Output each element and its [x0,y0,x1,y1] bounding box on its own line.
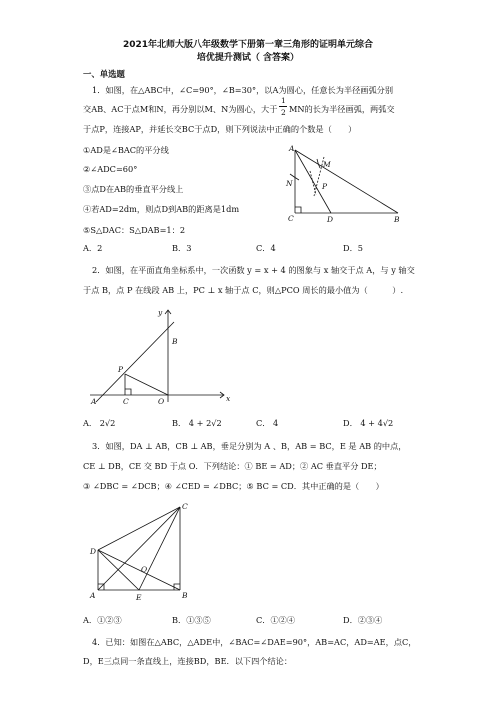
q1-option-b[interactable]: B．3 [172,243,192,253]
q1-option-a[interactable]: A．2 [83,243,103,253]
q1-fraction-denominator: 2 [281,108,286,117]
q4-line1: 4．已知：如图在△ABC，△ADE中，∠BAC=∠DAE=90°，AB=AC，AD=AE，点C， [92,637,417,647]
q3-option-d[interactable]: D．②③④ [343,615,383,625]
q2-label-a: A [91,397,97,404]
q1-fraction-numerator: 1 [281,96,286,105]
q1-fraction-bar [279,106,287,107]
q1-label-d: D [327,215,334,224]
q3-geometry-figure [84,497,196,607]
q1-line2b: MN的长为半径画弧，两弧交 [289,104,395,114]
q3-option-c[interactable]: C．①②④ [256,615,296,625]
q1-option-c[interactable]: C．4 [256,243,276,253]
q1-option-d[interactable]: D．5 [343,243,363,253]
q4-line2: D，E三点同一条直线上，连接BD，BE．以下四个结论： [83,656,293,666]
q1-label-a: A [289,144,295,153]
q1-line2a: 交AB、AC于点M和N，再分别以M、N为圆心，大于 [83,104,278,114]
q1-line3: 于点P，连接AP，并延长交BC于点D，则下列说法中正确的个数是（ ） [83,124,357,134]
q2-option-d[interactable]: D． 4 + 4√2 [343,418,394,428]
section-heading: 一、单选题 [83,69,125,79]
q2-option-c[interactable]: C． 4 [256,418,279,428]
q2-label-p: P [118,365,124,374]
q3-label-d: D [90,547,97,556]
q2-coordinate-figure [90,300,240,404]
q3-label-c: C [182,502,188,511]
q2-option-b[interactable]: B． 4 + 2√2 [172,418,222,428]
q1-label-n: N [286,179,293,188]
q1-label-m: M [323,160,331,169]
q3-line1: 3．如图，DA ⊥ AB，CB ⊥ AB，垂足分别为 A 、B，AB = BC，E 是 AB 的中点， [92,441,407,451]
q2-label-x: x [226,394,231,403]
q3-label-b: B [182,591,188,600]
q3-option-a[interactable]: A．①②③ [83,615,122,625]
q3-option-b[interactable]: B．①③⑤ [172,615,211,625]
q2-label-y: y [158,308,163,317]
q1-triangle-figure [280,144,410,230]
q3-label-a: A [90,591,96,600]
q2-option-a[interactable]: A． 2√2 [83,418,116,428]
page-title: 2021年北师大版八年级数学下册第一章三角形的证明单元综合 [122,40,374,50]
q1-label-c: C [288,214,294,223]
q2-label-b: B [172,337,178,346]
q1-line1: 1．如图，在△ABC中，∠C=90°，∠B=30°，以A为圆心，任意长为半径画弧分别 [92,85,394,95]
q1-statement-3: ③点D在AB的垂直平分线上 [83,184,184,194]
q1-statement-2: ②∠ADC=60° [83,164,138,174]
q1-statement-5: ⑤S△DAC：S△DAB=1：2 [83,225,186,235]
q2-label-o: O [158,397,165,404]
q1-statement-1: ①AD是∠BAC的平分线 [83,145,169,155]
page-subtitle: 培优提升测试（ 含答案） [196,53,300,63]
q2-label-c: C [123,397,129,404]
q3-label-o: O [141,565,148,574]
q3-line3: ③ ∠DBC = ∠DCB；④ ∠CED = ∠DBC；⑤ BC = CD．其中正确的是（ ） [83,481,384,491]
q1-statement-4: ④若AD=2dm，则点D到AB的距离是1dm [83,204,240,214]
q1-label-p: P [322,182,328,191]
q1-label-b: B [394,215,400,224]
q3-line2: CE ⊥ DB，CE 交 BD 于点 O．下列结论：① BE = AD；② AC 垂直平分 DE； [83,461,382,471]
q2-line2: 于点 B，点 P 在线段 AB 上，PC ⊥ x 轴于点 C，则△PCO 周长的最小值为（ ）. [83,285,404,295]
q3-label-e: E [136,593,142,602]
q2-line1: 2．如图，在平面直角坐标系中，一次函数 y = x + 4 的图象与 x 轴交于点 A，与 y 轴交 [92,265,415,275]
